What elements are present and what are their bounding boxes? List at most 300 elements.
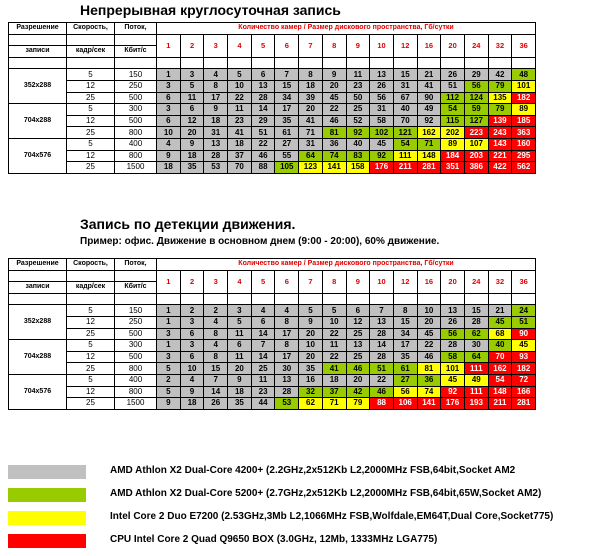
header-bitrate-2	[115, 270, 157, 282]
header-camera-count: 5	[251, 270, 275, 293]
storage-cell: 90	[417, 92, 441, 104]
storage-cell: 22	[417, 340, 441, 352]
header-camera-count: 12	[393, 270, 417, 293]
storage-cell: 112	[441, 92, 465, 104]
header-camera-count: 8	[322, 34, 346, 57]
storage-cell: 45	[322, 92, 346, 104]
storage-cell: 105	[275, 162, 299, 174]
bitrate-cell: 300	[115, 104, 157, 116]
storage-cell: 1	[157, 340, 181, 352]
header-bitrate-2	[115, 34, 157, 46]
storage-cell: 3	[228, 305, 252, 317]
storage-cell: 28	[464, 316, 488, 328]
legend-item-4	[8, 531, 588, 551]
storage-cell: 92	[346, 127, 370, 139]
empty-cell	[393, 57, 417, 69]
storage-cell: 3	[180, 316, 204, 328]
storage-cell: 22	[370, 374, 394, 386]
storage-cell: 14	[204, 386, 228, 398]
empty-cell	[204, 293, 228, 305]
empty-cell	[157, 293, 181, 305]
empty-cell	[464, 57, 488, 69]
empty-cell	[322, 57, 346, 69]
header-cameras: Количество камер / Размер дискового пространства, Гб/сутки	[157, 23, 536, 35]
storage-cell: 53	[204, 162, 228, 174]
storage-cell: 351	[441, 162, 465, 174]
resolution-cell: 704x576	[9, 374, 67, 409]
storage-cell: 31	[299, 138, 323, 150]
storage-cell: 111	[464, 363, 488, 375]
storage-cell: 15	[275, 80, 299, 92]
empty-cell	[488, 293, 512, 305]
fps-cell: 12	[67, 80, 115, 92]
storage-cell: 51	[251, 127, 275, 139]
storage-cell: 71	[299, 127, 323, 139]
header-camera-count: 20	[441, 270, 465, 293]
storage-cell: 15	[464, 305, 488, 317]
storage-cell: 14	[370, 340, 394, 352]
storage-cell: 28	[275, 386, 299, 398]
storage-cell: 49	[464, 374, 488, 386]
header-camera-count: 9	[346, 34, 370, 57]
storage-cell: 9	[228, 374, 252, 386]
storage-cell: 4	[204, 340, 228, 352]
storage-cell: 18	[228, 386, 252, 398]
storage-cell: 422	[488, 162, 512, 174]
legend-swatch-4	[8, 534, 86, 548]
storage-cell: 115	[441, 115, 465, 127]
table-motion	[8, 258, 536, 410]
storage-cell: 55	[275, 150, 299, 162]
storage-cell: 6	[180, 328, 204, 340]
storage-cell: 18	[204, 115, 228, 127]
storage-cell: 72	[512, 374, 536, 386]
storage-cell: 45	[441, 374, 465, 386]
table-row	[9, 363, 536, 375]
storage-cell: 17	[275, 351, 299, 363]
header-camera-count: 9	[346, 270, 370, 293]
empty-cell	[488, 57, 512, 69]
storage-cell: 93	[512, 351, 536, 363]
storage-cell: 59	[464, 104, 488, 116]
storage-cell: 17	[204, 92, 228, 104]
storage-cell: 62	[464, 328, 488, 340]
storage-cell: 90	[512, 328, 536, 340]
header-camera-count: 24	[464, 34, 488, 57]
storage-cell: 32	[299, 386, 323, 398]
storage-cell: 22	[228, 92, 252, 104]
storage-cell: 89	[512, 104, 536, 116]
storage-cell: 46	[417, 351, 441, 363]
storage-cell: 7	[251, 340, 275, 352]
storage-cell: 101	[441, 363, 465, 375]
empty-cell	[441, 57, 465, 69]
storage-cell: 5	[180, 80, 204, 92]
storage-cell: 37	[322, 386, 346, 398]
storage-cell: 1	[157, 305, 181, 317]
storage-cell: 89	[441, 138, 465, 150]
storage-cell: 18	[180, 150, 204, 162]
storage-cell: 51	[512, 316, 536, 328]
storage-cell: 3	[157, 351, 181, 363]
storage-cell: 40	[488, 340, 512, 352]
fps-cell: 12	[67, 386, 115, 398]
legend-swatch-2	[8, 488, 86, 502]
resolution-cell: 704x288	[9, 340, 67, 375]
fps-cell: 5	[67, 69, 115, 81]
storage-cell: 11	[228, 104, 252, 116]
storage-cell: 56	[370, 92, 394, 104]
header-camera-count: 10	[370, 270, 394, 293]
storage-cell: 25	[251, 363, 275, 375]
storage-cell: 11	[228, 351, 252, 363]
storage-cell: 25	[346, 328, 370, 340]
storage-cell: 8	[275, 340, 299, 352]
header-camera-count: 5	[251, 34, 275, 57]
storage-cell: 9	[299, 316, 323, 328]
storage-cell: 20	[346, 374, 370, 386]
empty-cell	[9, 293, 67, 305]
fps-cell: 12	[67, 316, 115, 328]
storage-cell: 54	[441, 104, 465, 116]
empty-cell	[512, 293, 536, 305]
header-camera-count: 8	[322, 270, 346, 293]
header-camera-count: 24	[464, 270, 488, 293]
table-row	[9, 328, 536, 340]
storage-cell: 3	[180, 340, 204, 352]
storage-cell: 51	[441, 80, 465, 92]
storage-cell: 74	[417, 386, 441, 398]
storage-cell: 74	[322, 150, 346, 162]
table-continuous	[8, 22, 536, 174]
empty-cell	[275, 57, 299, 69]
legend-swatch-3	[8, 511, 86, 525]
storage-cell: 20	[180, 127, 204, 139]
storage-cell: 158	[346, 162, 370, 174]
storage-cell: 101	[512, 80, 536, 92]
storage-cell: 17	[275, 104, 299, 116]
storage-cell: 88	[251, 162, 275, 174]
storage-cell: 182	[512, 363, 536, 375]
table-row	[9, 80, 536, 92]
storage-cell: 143	[488, 138, 512, 150]
storage-cell: 13	[370, 69, 394, 81]
header-resolution-3: записи	[9, 282, 67, 294]
storage-cell: 9	[322, 69, 346, 81]
storage-cell: 13	[346, 340, 370, 352]
storage-cell: 71	[322, 398, 346, 410]
storage-cell: 123	[299, 162, 323, 174]
storage-cell: 18	[322, 374, 346, 386]
storage-cell: 24	[512, 305, 536, 317]
header-bitrate-1: Поток,	[115, 23, 157, 35]
storage-cell: 562	[512, 162, 536, 174]
legend-item-2	[8, 485, 588, 505]
storage-cell: 107	[464, 138, 488, 150]
storage-cell: 4	[180, 374, 204, 386]
storage-cell: 162	[417, 127, 441, 139]
fps-cell: 25	[67, 127, 115, 139]
empty-cell	[228, 57, 252, 69]
header-camera-count: 6	[275, 270, 299, 293]
storage-cell: 10	[180, 363, 204, 375]
storage-cell: 3	[157, 80, 181, 92]
storage-cell: 34	[275, 92, 299, 104]
header-camera-count: 7	[299, 270, 323, 293]
storage-cell: 45	[488, 316, 512, 328]
storage-cell: 27	[275, 138, 299, 150]
storage-cell: 40	[393, 104, 417, 116]
storage-cell: 6	[251, 316, 275, 328]
storage-cell: 92	[417, 115, 441, 127]
empty-cell	[393, 293, 417, 305]
storage-cell: 13	[275, 374, 299, 386]
storage-cell: 7	[275, 69, 299, 81]
storage-cell: 81	[322, 127, 346, 139]
storage-cell: 53	[275, 398, 299, 410]
bitrate-cell: 500	[115, 351, 157, 363]
storage-cell: 106	[393, 398, 417, 410]
storage-cell: 41	[228, 127, 252, 139]
storage-cell: 221	[488, 150, 512, 162]
storage-cell: 28	[251, 92, 275, 104]
storage-cell: 148	[488, 386, 512, 398]
table-row	[9, 374, 536, 386]
storage-cell: 23	[346, 80, 370, 92]
storage-cell: 30	[464, 340, 488, 352]
fps-cell: 12	[67, 115, 115, 127]
table-row	[9, 386, 536, 398]
fps-cell: 12	[67, 150, 115, 162]
storage-cell: 29	[464, 69, 488, 81]
bitrate-cell: 150	[115, 69, 157, 81]
storage-cell: 5	[299, 305, 323, 317]
table-row	[9, 104, 536, 116]
storage-cell: 6	[180, 104, 204, 116]
storage-cell: 162	[488, 363, 512, 375]
empty-cell	[299, 293, 323, 305]
storage-cell: 39	[299, 92, 323, 104]
storage-cell: 31	[204, 127, 228, 139]
storage-cell: 141	[322, 162, 346, 174]
fps-cell: 25	[67, 92, 115, 104]
storage-cell: 21	[488, 305, 512, 317]
storage-cell: 6	[157, 92, 181, 104]
empty-cell	[251, 57, 275, 69]
storage-cell: 11	[228, 328, 252, 340]
storage-cell: 29	[251, 115, 275, 127]
table-row	[9, 138, 536, 150]
storage-cell: 7	[370, 305, 394, 317]
storage-cell: 15	[393, 69, 417, 81]
header-fps-3: кадр/сек	[67, 46, 115, 58]
storage-cell: 35	[393, 351, 417, 363]
storage-cell: 41	[417, 80, 441, 92]
storage-cell: 56	[464, 80, 488, 92]
storage-cell: 92	[370, 150, 394, 162]
empty-cell	[67, 293, 115, 305]
header-camera-count: 12	[393, 34, 417, 57]
storage-cell: 54	[393, 138, 417, 150]
header-bitrate-3: Кбит/с	[115, 46, 157, 58]
storage-cell: 64	[464, 351, 488, 363]
storage-cell: 176	[370, 162, 394, 174]
fps-cell: 25	[67, 398, 115, 410]
fps-cell: 25	[67, 363, 115, 375]
storage-cell: 8	[204, 351, 228, 363]
empty-cell	[115, 57, 157, 69]
fps-cell: 12	[67, 351, 115, 363]
empty-cell	[322, 293, 346, 305]
storage-cell: 62	[299, 398, 323, 410]
empty-cell	[9, 57, 67, 69]
storage-cell: 16	[299, 374, 323, 386]
bitrate-cell: 500	[115, 92, 157, 104]
storage-cell: 31	[370, 104, 394, 116]
storage-cell: 3	[157, 104, 181, 116]
storage-cell: 61	[275, 127, 299, 139]
title-continuous: Непрерывная круглосуточная запись	[80, 2, 341, 18]
storage-cell: 3	[157, 328, 181, 340]
storage-cell: 5	[157, 386, 181, 398]
bitrate-cell: 500	[115, 115, 157, 127]
storage-cell: 202	[441, 127, 465, 139]
storage-cell: 243	[488, 127, 512, 139]
storage-cell: 124	[464, 92, 488, 104]
bitrate-cell: 1500	[115, 398, 157, 410]
storage-cell: 49	[417, 104, 441, 116]
header-camera-count: 6	[275, 34, 299, 57]
storage-cell: 121	[393, 127, 417, 139]
storage-cell: 8	[393, 305, 417, 317]
table-row	[9, 162, 536, 174]
storage-cell: 9	[180, 138, 204, 150]
storage-cell: 211	[488, 398, 512, 410]
storage-cell: 5	[157, 363, 181, 375]
storage-cell: 13	[441, 305, 465, 317]
storage-cell: 41	[322, 363, 346, 375]
header-camera-count: 2	[180, 34, 204, 57]
resolution-cell: 352x288	[9, 305, 67, 340]
empty-cell	[512, 57, 536, 69]
storage-cell: 51	[370, 363, 394, 375]
fps-cell: 5	[67, 138, 115, 150]
header-camera-count: 32	[488, 270, 512, 293]
resolution-cell: 352x288	[9, 69, 67, 104]
header-camera-count: 3	[204, 34, 228, 57]
empty-cell	[464, 293, 488, 305]
storage-cell: 18	[299, 80, 323, 92]
storage-cell: 12	[180, 115, 204, 127]
storage-cell: 22	[322, 104, 346, 116]
storage-cell: 281	[512, 398, 536, 410]
storage-cell: 25	[346, 104, 370, 116]
storage-cell: 61	[393, 363, 417, 375]
storage-cell: 56	[393, 386, 417, 398]
storage-cell: 111	[464, 386, 488, 398]
storage-cell: 10	[417, 305, 441, 317]
header-camera-count: 7	[299, 34, 323, 57]
storage-cell: 4	[204, 316, 228, 328]
storage-cell: 141	[417, 398, 441, 410]
bitrate-cell: 800	[115, 363, 157, 375]
storage-cell: 36	[322, 138, 346, 150]
header-camera-count: 32	[488, 34, 512, 57]
storage-cell: 4	[204, 69, 228, 81]
storage-cell: 70	[228, 162, 252, 174]
legend-swatch-1	[8, 465, 86, 479]
empty-cell	[115, 293, 157, 305]
storage-cell: 46	[346, 363, 370, 375]
storage-cell: 45	[370, 138, 394, 150]
table-row	[9, 340, 536, 352]
storage-cell: 14	[251, 328, 275, 340]
storage-cell: 386	[464, 162, 488, 174]
storage-cell: 8	[275, 316, 299, 328]
storage-cell: 295	[512, 150, 536, 162]
header-bitrate-3: Кбит/с	[115, 282, 157, 294]
empty-cell	[275, 293, 299, 305]
storage-cell: 1	[157, 316, 181, 328]
header-camera-count: 4	[228, 34, 252, 57]
storage-cell: 12	[346, 316, 370, 328]
empty-cell	[441, 293, 465, 305]
storage-cell: 281	[417, 162, 441, 174]
header-camera-count: 36	[512, 270, 536, 293]
table-row	[9, 398, 536, 410]
header-camera-count: 1	[157, 270, 181, 293]
table-row	[9, 127, 536, 139]
storage-cell: 10	[157, 127, 181, 139]
header-resolution-1: Разрешение	[9, 259, 67, 271]
header-camera-count: 10	[370, 34, 394, 57]
storage-cell: 23	[228, 115, 252, 127]
header-fps-1: Скорость,	[67, 23, 115, 35]
resolution-cell: 704x576	[9, 138, 67, 173]
storage-cell: 20	[228, 363, 252, 375]
bitrate-cell: 1500	[115, 162, 157, 174]
storage-cell: 8	[299, 69, 323, 81]
legend-text-2: AMD Athlon X2 Dual-Core 5200+ (2.7GHz,2x512Kb L2,2000MHz FSB,64bit,65W,Socket AM2)	[110, 488, 542, 499]
storage-cell: 46	[370, 386, 394, 398]
storage-cell: 67	[393, 92, 417, 104]
storage-cell: 50	[346, 92, 370, 104]
header-cameras: Количество камер / Размер дискового пространства, Гб/сутки	[157, 259, 536, 271]
storage-cell: 10	[299, 340, 323, 352]
header-fps-1: Скорость,	[67, 259, 115, 271]
bitrate-cell: 800	[115, 150, 157, 162]
storage-cell: 2	[157, 374, 181, 386]
header-resolution-3: записи	[9, 46, 67, 58]
bitrate-cell: 250	[115, 80, 157, 92]
storage-cell: 11	[180, 92, 204, 104]
storage-cell: 14	[251, 351, 275, 363]
storage-cell: 35	[180, 162, 204, 174]
storage-cell: 22	[251, 138, 275, 150]
storage-cell: 35	[228, 398, 252, 410]
storage-cell: 35	[299, 363, 323, 375]
storage-cell: 10	[322, 316, 346, 328]
storage-cell: 6	[346, 305, 370, 317]
storage-cell: 20	[417, 316, 441, 328]
subtitle-motion: Пример: офис. Движение в основном днем (9:00 - 20:00), 60% движение.	[80, 236, 440, 247]
empty-cell	[417, 57, 441, 69]
header-fps-3: кадр/сек	[67, 282, 115, 294]
storage-cell: 13	[370, 316, 394, 328]
storage-cell: 30	[275, 363, 299, 375]
bitrate-cell: 150	[115, 305, 157, 317]
empty-cell	[180, 293, 204, 305]
